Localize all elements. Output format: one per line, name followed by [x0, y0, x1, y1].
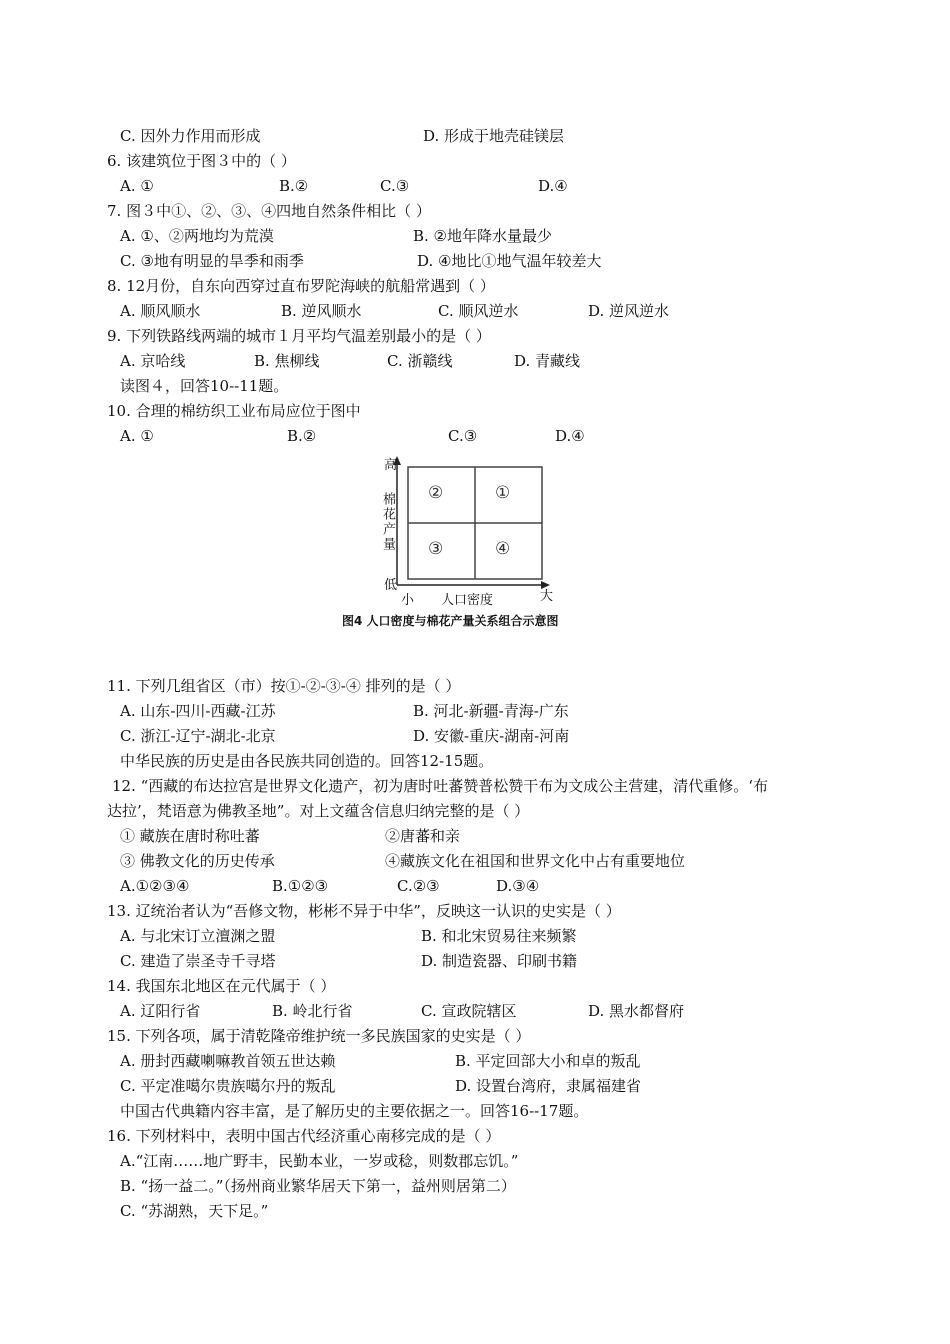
- q6-option-d: D.④: [538, 177, 568, 195]
- question-13: 13. 辽统治者认为“吾修文物，彬彬不异于中华”，反映这一认识的史实是（ ）: [107, 902, 621, 920]
- x-axis-small-label: 小: [401, 593, 415, 608]
- q10-option-c: C.③: [448, 427, 478, 445]
- q14-option-c: C. 宣政院辖区: [421, 1002, 517, 1020]
- q12-option-d: D.③④: [496, 877, 540, 895]
- q13-option-b: B. 和北宋贸易往来频繁: [421, 927, 577, 945]
- figure-4-intro: 读图４，回答10--11题。: [120, 377, 289, 395]
- intro-16-17: 中国古代典籍内容丰富，是了解历史的主要依据之一。回答16--17题。: [120, 1102, 589, 1120]
- q8-option-d: D. 逆风逆水: [588, 302, 670, 320]
- q12-statement-2: ②唐蕃和亲: [385, 827, 461, 845]
- q15-option-a: A. 册封西藏喇嘛教首领五世达赖: [120, 1052, 336, 1070]
- question-12: 12. “西藏的布达拉宫是世界文化遗产，初为唐时吐蕃赞普松赞干布为文成公主营建，清代重修。‘布: [112, 777, 769, 795]
- figure-4-caption: 图4 人口密度与棉花产量关系组合示意图: [342, 614, 559, 628]
- y-axis-high-label: 高: [384, 458, 398, 473]
- y-axis-low-label: 低: [384, 578, 398, 593]
- q14-option-d: D. 黑水都督府: [588, 1002, 685, 1020]
- question-11: 11. 下列几组省区（市）按①-②-③-④ 排列的是（ ）: [107, 677, 461, 695]
- q9-option-a: A. 京哈线: [120, 352, 186, 370]
- cell-4: ④: [495, 539, 511, 559]
- question-14: 14. 我国东北地区在元代属于（ ）: [107, 977, 336, 995]
- q16-option-c: C. “苏湖熟，天下足。”: [120, 1202, 269, 1220]
- q16-option-b: B. “扬一益二。”（扬州商业繁华居天下第一，益州则居第二）: [120, 1177, 516, 1195]
- q8-option-a: A. 顺风顺水: [120, 302, 201, 320]
- q12-statement-1: ① 藏族在唐时称吐蕃: [120, 827, 260, 845]
- question-6: 6. 该建筑位于图３中的（ ）: [107, 152, 296, 170]
- q15-option-b: B. 平定回部大小和卓的叛乱: [455, 1052, 641, 1070]
- q10-option-d: D.④: [555, 427, 585, 445]
- q13-option-a: A. 与北宋订立澶渊之盟: [120, 927, 276, 945]
- intro-12-15: 中华民族的历史是由各民族共同创造的。回答12-15题。: [120, 752, 494, 770]
- q16-option-a: A.“江南……地广野丰，民勤本业，一岁或稔，则数郡忘饥。”: [120, 1152, 519, 1170]
- figure-4-diagram: [340, 452, 620, 632]
- cell-3: ③: [428, 539, 444, 559]
- q7-option-b: B. ②地年降水量最少: [413, 227, 553, 245]
- q13-option-d: D. 制造瓷器、印刷书籍: [421, 952, 578, 970]
- q8-option-b: B. 逆风顺水: [281, 302, 362, 320]
- q7-option-a: A. ①、②两地均为荒漠: [120, 227, 274, 245]
- q12-option-c: C.②③: [397, 877, 440, 895]
- q10-option-a: A. ①: [120, 427, 154, 445]
- q11-option-c: C. 浙江-辽宁-湖北-北京: [120, 727, 276, 745]
- q7-option-d: D. ④地比①地气温年较差大: [417, 252, 602, 270]
- q15-option-d: D. 设置台湾府，隶属福建省: [455, 1077, 642, 1095]
- x-axis-label: 人口密度: [441, 593, 494, 608]
- q9-option-d: D. 青藏线: [514, 352, 581, 370]
- q15-option-c: C. 平定准噶尔贵族噶尔丹的叛乱: [120, 1077, 336, 1095]
- question-10: 10. 合理的棉纺织工业布局应位于图中: [107, 402, 361, 420]
- cell-2: ②: [428, 483, 444, 503]
- q5-option-c: C. 因外力作用而形成: [120, 127, 261, 145]
- q6-option-c: C.③: [380, 177, 410, 195]
- question-9: 9. 下列铁路线两端的城市１月平均气温差别最小的是（ ）: [107, 327, 491, 345]
- q9-option-b: B. 焦柳线: [254, 352, 320, 370]
- q7-option-c: C. ③地有明显的旱季和雨季: [120, 252, 304, 270]
- q14-option-b: B. 岭北行省: [272, 1002, 353, 1020]
- cell-1: ①: [495, 483, 511, 503]
- q11-option-a: A. 山东-四川-西藏-江苏: [120, 702, 276, 720]
- question-8: 8. 12月份，自东向西穿过直布罗陀海峡的航船常遇到（ ）: [107, 277, 495, 295]
- q8-option-c: C. 顺风逆水: [438, 302, 519, 320]
- q10-option-b: B.②: [287, 427, 317, 445]
- q12-option-a: A.①②③④: [120, 877, 190, 895]
- question-12-cont: 达拉’，梵语意为佛教圣地”。对上文蕴含信息归纳完整的是（ ）: [107, 802, 530, 820]
- q9-option-c: C. 浙赣线: [387, 352, 453, 370]
- q5-option-d: D. 形成于地壳硅镁层: [423, 127, 565, 145]
- question-7: 7. 图３中①、②、③、④四地自然条件相比（ ）: [107, 202, 431, 220]
- x-axis-large-label: 大: [540, 589, 554, 604]
- question-16: 16. 下列材料中，表明中国古代经济重心南移完成的是（ ）: [107, 1127, 501, 1145]
- q13-option-c: C. 建造了崇圣寺千寻塔: [120, 952, 276, 970]
- q11-option-b: B. 河北-新疆-青海-广东: [413, 702, 569, 720]
- question-15: 15. 下列各项，属于清乾隆帝维护统一多民族国家的史实是（ ）: [107, 1027, 531, 1045]
- q11-option-d: D. 安徽-重庆-湖南-河南: [413, 727, 570, 745]
- q12-option-b: B.①②③: [272, 877, 329, 895]
- q12-statement-4: ④藏族文化在祖国和世界文化中占有重要地位: [385, 852, 686, 870]
- q6-option-b: B.②: [279, 177, 309, 195]
- y-axis-label: 棉花产量: [380, 492, 395, 552]
- q14-option-a: A. 辽阳行省: [120, 1002, 201, 1020]
- q6-option-a: A. ①: [120, 177, 154, 195]
- q12-statement-3: ③ 佛教文化的历史传承: [120, 852, 275, 870]
